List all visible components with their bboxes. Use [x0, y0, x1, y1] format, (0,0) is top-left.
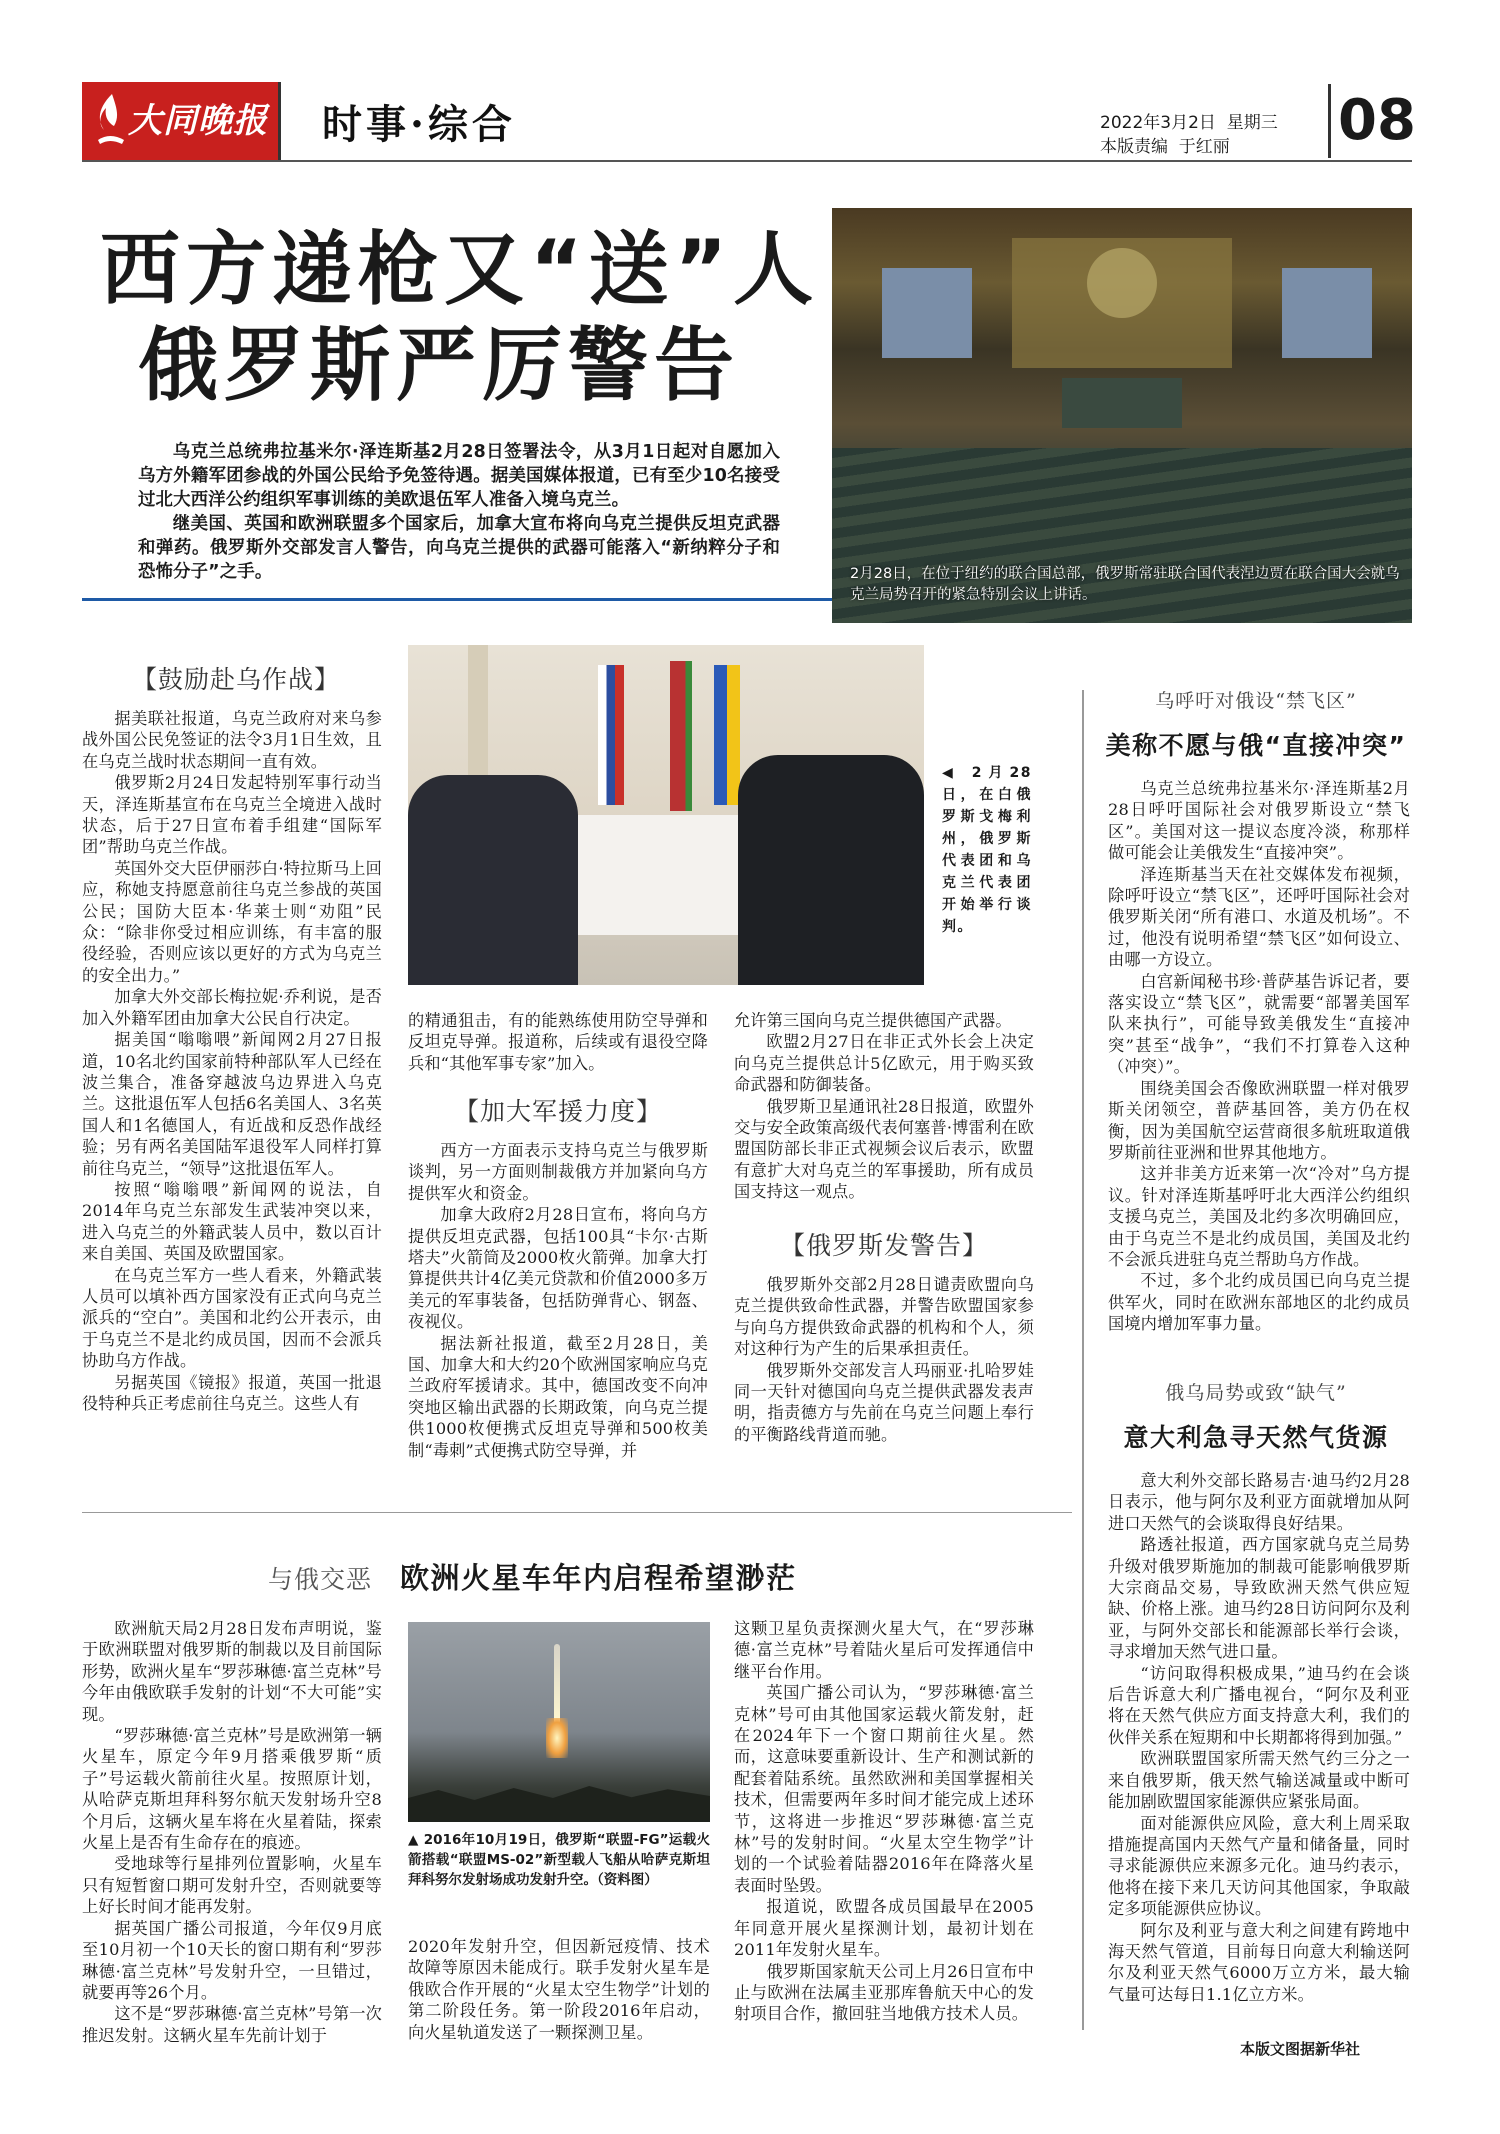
- headline-line1: 西方递枪又“送”人: [100, 223, 820, 316]
- mars-paragraph: 这不是“罗莎琳德·富兰克林”号第一次推迟发射。这辆火星车先前计划于: [82, 2004, 382, 2045]
- flag-russia: [598, 665, 624, 805]
- rocket-photo-caption: ▲ 2016年10月19日，俄罗斯“联盟-FG”运载火箭搭载“联盟MS-02”新型载人飞船从哈萨克斯坦拜科努尔发射场成功发射升空。（资料图）: [408, 1832, 710, 1888]
- section-title: 时事·综合: [322, 101, 516, 148]
- gas-paragraph: 路透社报道，西方国家就乌克兰局势升级对俄罗斯施加的制裁可能影响俄罗斯大宗商品交易，导致欧洲天然气供应短缺、价格上涨。迪马约28日访问阿尔及利亚，与阿外交部长和能源部长举行会谈，寻求增加天然气进口量。: [1108, 1535, 1410, 1662]
- col3b-paragraph: 俄罗斯外交部发言人玛丽亚·扎哈罗娃同一天针对德国向乌克兰提供武器发表声明，指责德方与先前在乌克兰问题上奉行的平衡路线背道而驰。: [734, 1360, 1034, 1444]
- mars-paragraph: 英国广播公司认为，“罗莎琳德·富兰克林”号可由其他国家运载火箭发射，赶在2024年下一个窗口期前往火星。然而，这意味要重新设计、生产和测试新的配套着陆系统。虽然欧洲和美国掌握相关技术，但需要两年多时间才能完成上述环节，这将进一步推迟“罗莎琳德·富兰克林”号的发射时间。“火星太空生物学”计划的一个试验着陆器2016年在降落火星表面时坠毁。: [734, 1683, 1034, 1895]
- mars-kicker: 与俄交恶: [268, 1565, 373, 1594]
- flame-icon: [90, 90, 130, 150]
- mars-paragraph: 这颗卫星负责探测火星大气，在“罗莎琳德·富兰克林”号着陆火星后可发挥通信中继平台作用。: [734, 1619, 1034, 1681]
- section-encourage: 【鼓励赴乌作战】: [131, 665, 340, 694]
- issue-date: 2022年3月2日 星期三: [1100, 113, 1278, 133]
- gas-paragraph: 阿尔及利亚与意大利之间建有跨地中海天然气管道，目前每日向意大利输送阿尔及利亚天然气6000万立方米，最大输气量可达每日1.1亿立方米。: [1108, 1920, 1410, 2004]
- col1-paragraph: 加拿大外交部长梅拉妮·乔利说，是否加入外籍军团由加拿大公民自行决定。: [82, 987, 382, 1028]
- nofly-paragraph: 这并非美方近来第一次“冷对”乌方提议。针对泽连斯基呼吁北大西洋公约组织支援乌克兰，美国及北约多次明确回应，由于乌克兰不是北约成员国，美国及北约不会派兵进驻乌克兰帮助乌方作战。: [1108, 1164, 1410, 1269]
- mars-paragraph: 欧洲航天局2月28日发布声明说，鉴于欧洲联盟对俄罗斯的制裁以及目前国际形势，欧洲火星车“罗莎琳德·富兰克林”号今年由俄欧联手发射的计划“不大可能”实现。: [82, 1619, 382, 1724]
- headline-line2: 俄罗斯严厉警告: [138, 319, 740, 412]
- rocket-flame: [546, 1718, 568, 1758]
- lead-rule: [82, 598, 832, 601]
- col3a-paragraph: 俄罗斯卫星通讯社28日报道，欧盟外交与安全政策高级代表何塞普·博雷利在欧盟国防部长非正式视频会议后表示，欧盟有意扩大对乌克兰的军事援助，所有成员国支持这一观点。: [734, 1096, 1034, 1202]
- rocket-launch-photo: [408, 1622, 710, 1822]
- un-emblem: [1087, 248, 1157, 318]
- right-column-rule: [1082, 690, 1084, 2030]
- masthead-logo: 大同晚报: [128, 101, 268, 141]
- nofly-text: [1108, 778, 1410, 1335]
- gas-headline: 意大利急寻天然气货源: [1123, 1423, 1389, 1452]
- col3a-paragraph: 允许第三国向乌克兰提供德国产武器。: [734, 1011, 1012, 1030]
- col3b-paragraph: 俄罗斯外交部2月28日谴责欧盟向乌克兰提供致命性武器，并警告欧盟国家参与向乌方提供致命武器的机构和个人，须对这种行为产生的后果承担责任。: [734, 1275, 1034, 1359]
- mars-paragraph: 受地球等行星排列位置影响，火星车只有短暂窗口期可发射升空，否则就要等上好长时间才能再发射。: [82, 1854, 382, 1917]
- delegation-left: [408, 775, 578, 985]
- mars-paragraph: 俄罗斯国家航天公司上月26日宣布中止与欧洲在法属圭亚那库鲁航天中心的发射项目合作，撤回驻当地俄方技术人员。: [734, 1961, 1034, 2024]
- photo-credit: 本版文图据新华社: [1240, 2040, 1361, 2058]
- section-warn: 【俄罗斯发警告】: [779, 1231, 988, 1260]
- rocket-trail: [554, 1644, 560, 1724]
- flag-ukraine: [714, 665, 740, 805]
- nofly-paragraph: 围绕美国会否像欧洲联盟一样对俄罗斯关闭领空，普萨基回答，美方仍在权衡，因为美国航空运营商很多航班取道俄罗斯前往亚洲和世界其他地方。: [1108, 1078, 1410, 1162]
- mars-col1: [82, 1618, 382, 2046]
- col1-text: [82, 708, 382, 1414]
- col2b-text: [408, 1140, 708, 1461]
- gas-paragraph: “访问取得积极成果，”迪马约在会谈后告诉意大利广播电视台，“阿尔及利亚将在天然气供应方面支持意大利，我们的伙伴关系在短期和中长期都将得到加强。”: [1108, 1663, 1410, 1747]
- page-number-divider: [1328, 84, 1331, 158]
- mars-story-rule: [82, 1512, 1072, 1513]
- gas-paragraph: 面对能源供应风险，意大利上周采取措施提高国内天然气产量和储备量，同时寻求能源供应来源多元化。迪马约表示，他将在接下来几天访问其他国家，争取敲定多项能源供应协议。: [1108, 1813, 1410, 1919]
- gas-text: [1108, 1470, 1410, 2005]
- nofly-paragraph: 白宫新闻秘书珍·普萨基告诉记者，要落实设立“禁飞区”，就需要“部署美国军队来执行”，可能导致美俄发生“直接冲突”甚至“战争”，“我们不打算卷入这种（冲突）”。: [1108, 971, 1410, 1077]
- mars-paragraph: “罗莎琳德·富兰克林”号是欧洲第一辆火星车，原定今年9月搭乘俄罗斯“质子”号运载火箭前往火星。按照原计划，从哈萨克斯坦拜科努尔航天发射场升空8个月后，这辆火星车将在火星着陆，探索火星上是否有生命存在的痕迹。: [82, 1726, 382, 1853]
- masthead-rule: [82, 160, 1412, 162]
- delegation-right: [738, 755, 924, 985]
- col1-paragraph: 据美联社报道，乌克兰政府对来乌参战外国公民免签证的法令3月1日生效，且在乌克兰战时状态期间一直有效。: [82, 709, 382, 771]
- col1-paragraph: 按照“嗡嗡喂”新闻网的说法，自2014年乌克兰东部发生武装冲突以来，进入乌克兰的外籍武装人员中，数以百计来自美国、英国及欧盟国家。: [82, 1179, 382, 1264]
- mars-headline: 欧洲火星车年内启程希望渺茫: [400, 1561, 797, 1595]
- mars-paragraph: 据英国广播公司报道，今年仅9月底至10月初一个10天长的窗口期有利“罗莎琳德·富兰克林”号发射升空，一旦错过，就要再等26个月。: [82, 1918, 382, 2002]
- page-editor: 本版责编 于红丽: [1100, 137, 1230, 157]
- gas-paragraph: 欧洲联盟国家所需天然气约三分之一来自俄罗斯，俄天然气输送减量或中断可能加剧欧盟国家能源供应紧张局面。: [1108, 1749, 1410, 1812]
- col2b-paragraph: 西方一方面表示支持乌克兰与俄罗斯谈判，另一方面则制裁俄方并加紧向乌方提供军火和资金。: [408, 1141, 708, 1203]
- col3a-text: [734, 1010, 1034, 1203]
- nofly-paragraph: 泽连斯基当天在社交媒体发布视频，除呼吁设立“禁飞区”，还呼吁国际社会对俄罗斯关闭“所有港口、水道及机场”。不过，他没有说明希望“禁飞区”如何设立、由哪一方设立。: [1108, 864, 1410, 970]
- talks-photo: [408, 645, 924, 985]
- nofly-headline: 美称不愿与俄“直接冲突”: [1105, 731, 1407, 760]
- un-podium: [1062, 378, 1182, 428]
- un-screen-left: [882, 268, 972, 358]
- talks-photo-caption: ◀ 2月28日，在白俄罗斯戈梅利州，俄罗斯代表团和乌克兰代表团开始举行谈判。: [942, 765, 1032, 935]
- gas-paragraph: 意大利外交部长路易吉·迪马约2月28日表示，他与阿尔及利亚方面就增加从阿进口天然气的会谈取得良好结果。: [1108, 1471, 1410, 1533]
- col1-paragraph: 英国外交大臣伊丽莎白·特拉斯马上回应，称她支持愿意前往乌克兰参战的英国公民；国防大臣本·华莱士则“劝阻”民众：“除非你受过相应训练，有丰富的服役经验，否则应该以更好的方式为乌克兰的安全出力。”: [82, 858, 382, 985]
- col3a-paragraph: 欧盟2月27日在非正式外长会上决定向乌克兰提供总计5亿欧元，用于购买致命武器和防御装备。: [734, 1032, 1034, 1095]
- treeline: [408, 1782, 710, 1822]
- col3b-text: [734, 1274, 1034, 1445]
- lead-paragraph-2: 继美国、英国和欧洲联盟多个国家后，加拿大宣布将向乌克兰提供反坦克武器和弹药。俄罗斯外交部发言人警告，向乌克兰提供的武器可能落入“新纳粹分子和恐怖分子”之手。: [138, 514, 780, 582]
- col1-paragraph: 俄罗斯2月24日发起特别军事行动当天，泽连斯基宣布在乌克兰全境进入战时状态，后于27日宣布着手组建“国际军团”帮助乌克兰作战。: [82, 773, 382, 857]
- col1-paragraph: 在乌克兰军方一些人看来，外籍武装人员可以填补西方国家没有正式向乌克兰派兵的“空白”。美国和北约公开表示，由于乌克兰不是北约成员国，因而不会派兵协助乌方作战。: [82, 1265, 382, 1371]
- lead-paragraph-1: 乌克兰总统弗拉基米尔·泽连斯基2月28日签署法令，从3月1日起对自愿加入乌方外籍军团参战的外国公民给予免签待遇。据美国媒体报道，已有至少10名接受过北大西洋公约组织军事训练的美欧退伍军人准备入境乌克兰。: [138, 442, 780, 510]
- col1-paragraph: 另据英国《镜报》报道，英国一批退役特种兵正考虑前往乌克兰。这些人有: [82, 1372, 382, 1413]
- mars-col3: [734, 1618, 1034, 2025]
- col2b-paragraph: 加拿大政府2月28日宣布，将向乌方提供反坦克武器，包括100具“卡尔·古斯塔夫”火箭筒及2000枚火箭弹。加拿大打算提供共计4亿美元贷款和价值2000多万美元的军事装备，包括防弹背心、钢盔、夜视仪。: [408, 1205, 708, 1332]
- mars-col2: [408, 1936, 710, 2043]
- un-photo-caption: 2月28日，在位于纽约的联合国总部，俄罗斯常驻联合国代表涅边贾在联合国大会就乌克兰局势召开的紧急特别会议上讲话。: [850, 566, 1400, 603]
- un-screen-right: [1282, 268, 1372, 358]
- mars-paragraph: 报道说，欧盟各成员国最早在2005年同意开展火星探测计划，最初计划在2011年发射火星车。: [734, 1897, 1034, 1960]
- flag-belarus: [670, 661, 692, 811]
- col1-paragraph: 据美国“嗡嗡喂”新闻网2月27日报道，10名北约国家前特种部队军人已经在波兰集合，准备穿越波乌边界进入乌克兰。这批退伍军人包括6名美国人、3名英国人和1名德国人，有近战和反恐作战经验；另有两名美国陆军退役军人同样打算前往乌克兰，“领导”这批退伍军人。: [82, 1030, 382, 1178]
- section-aid: 【加大军援力度】: [453, 1097, 662, 1126]
- col2b-paragraph: 据法新社报道，截至2月28日，美国、加拿大和大约20个欧洲国家响应乌克兰政府军援请求。其中，德国改变不向冲突地区输出武器的长期政策，向乌克兰提供1000枚便携式反坦克导弹和500枚美制“毒刺”式便携式防空导弹，并: [408, 1333, 708, 1460]
- lead-text: [138, 440, 780, 584]
- mars-paragraph: 2020年发射升空，但因新冠疫情、技术故障等原因未能成行。联手发射火星车是俄欧合作开展的“火星太空生物学”计划的第二阶段任务。第一阶段2016年启动，向火星轨道发送了一颗探测卫星。: [408, 1937, 710, 2042]
- nofly-paragraph: 不过，多个北约成员国已向乌克兰提供军火，同时在欧洲东部地区的北约成员国境内增加军事力量。: [1108, 1271, 1410, 1334]
- nofly-subhead: 乌呼吁对俄设“禁飞区”: [1155, 690, 1357, 712]
- gas-subhead: 俄乌局势或致“缺气”: [1165, 1382, 1347, 1404]
- masthead-divider: [278, 82, 281, 160]
- un-assembly-photo: [832, 208, 1412, 623]
- nofly-paragraph: 乌克兰总统弗拉基米尔·泽连斯基2月28日呼吁国际社会对俄罗斯设立“禁飞区”。美国对这一提议态度冷淡，称那样做可能会让美俄发生“直接冲突”。: [1108, 779, 1410, 863]
- col2a-text: [408, 1010, 708, 1074]
- page-number: 08: [1338, 88, 1416, 153]
- col2a-paragraph: 的精通狙击，有的能熟练使用防空导弹和反坦克导弹。报道称，后续或有退役空降兵和“其他军事专家”加入。: [408, 1011, 708, 1073]
